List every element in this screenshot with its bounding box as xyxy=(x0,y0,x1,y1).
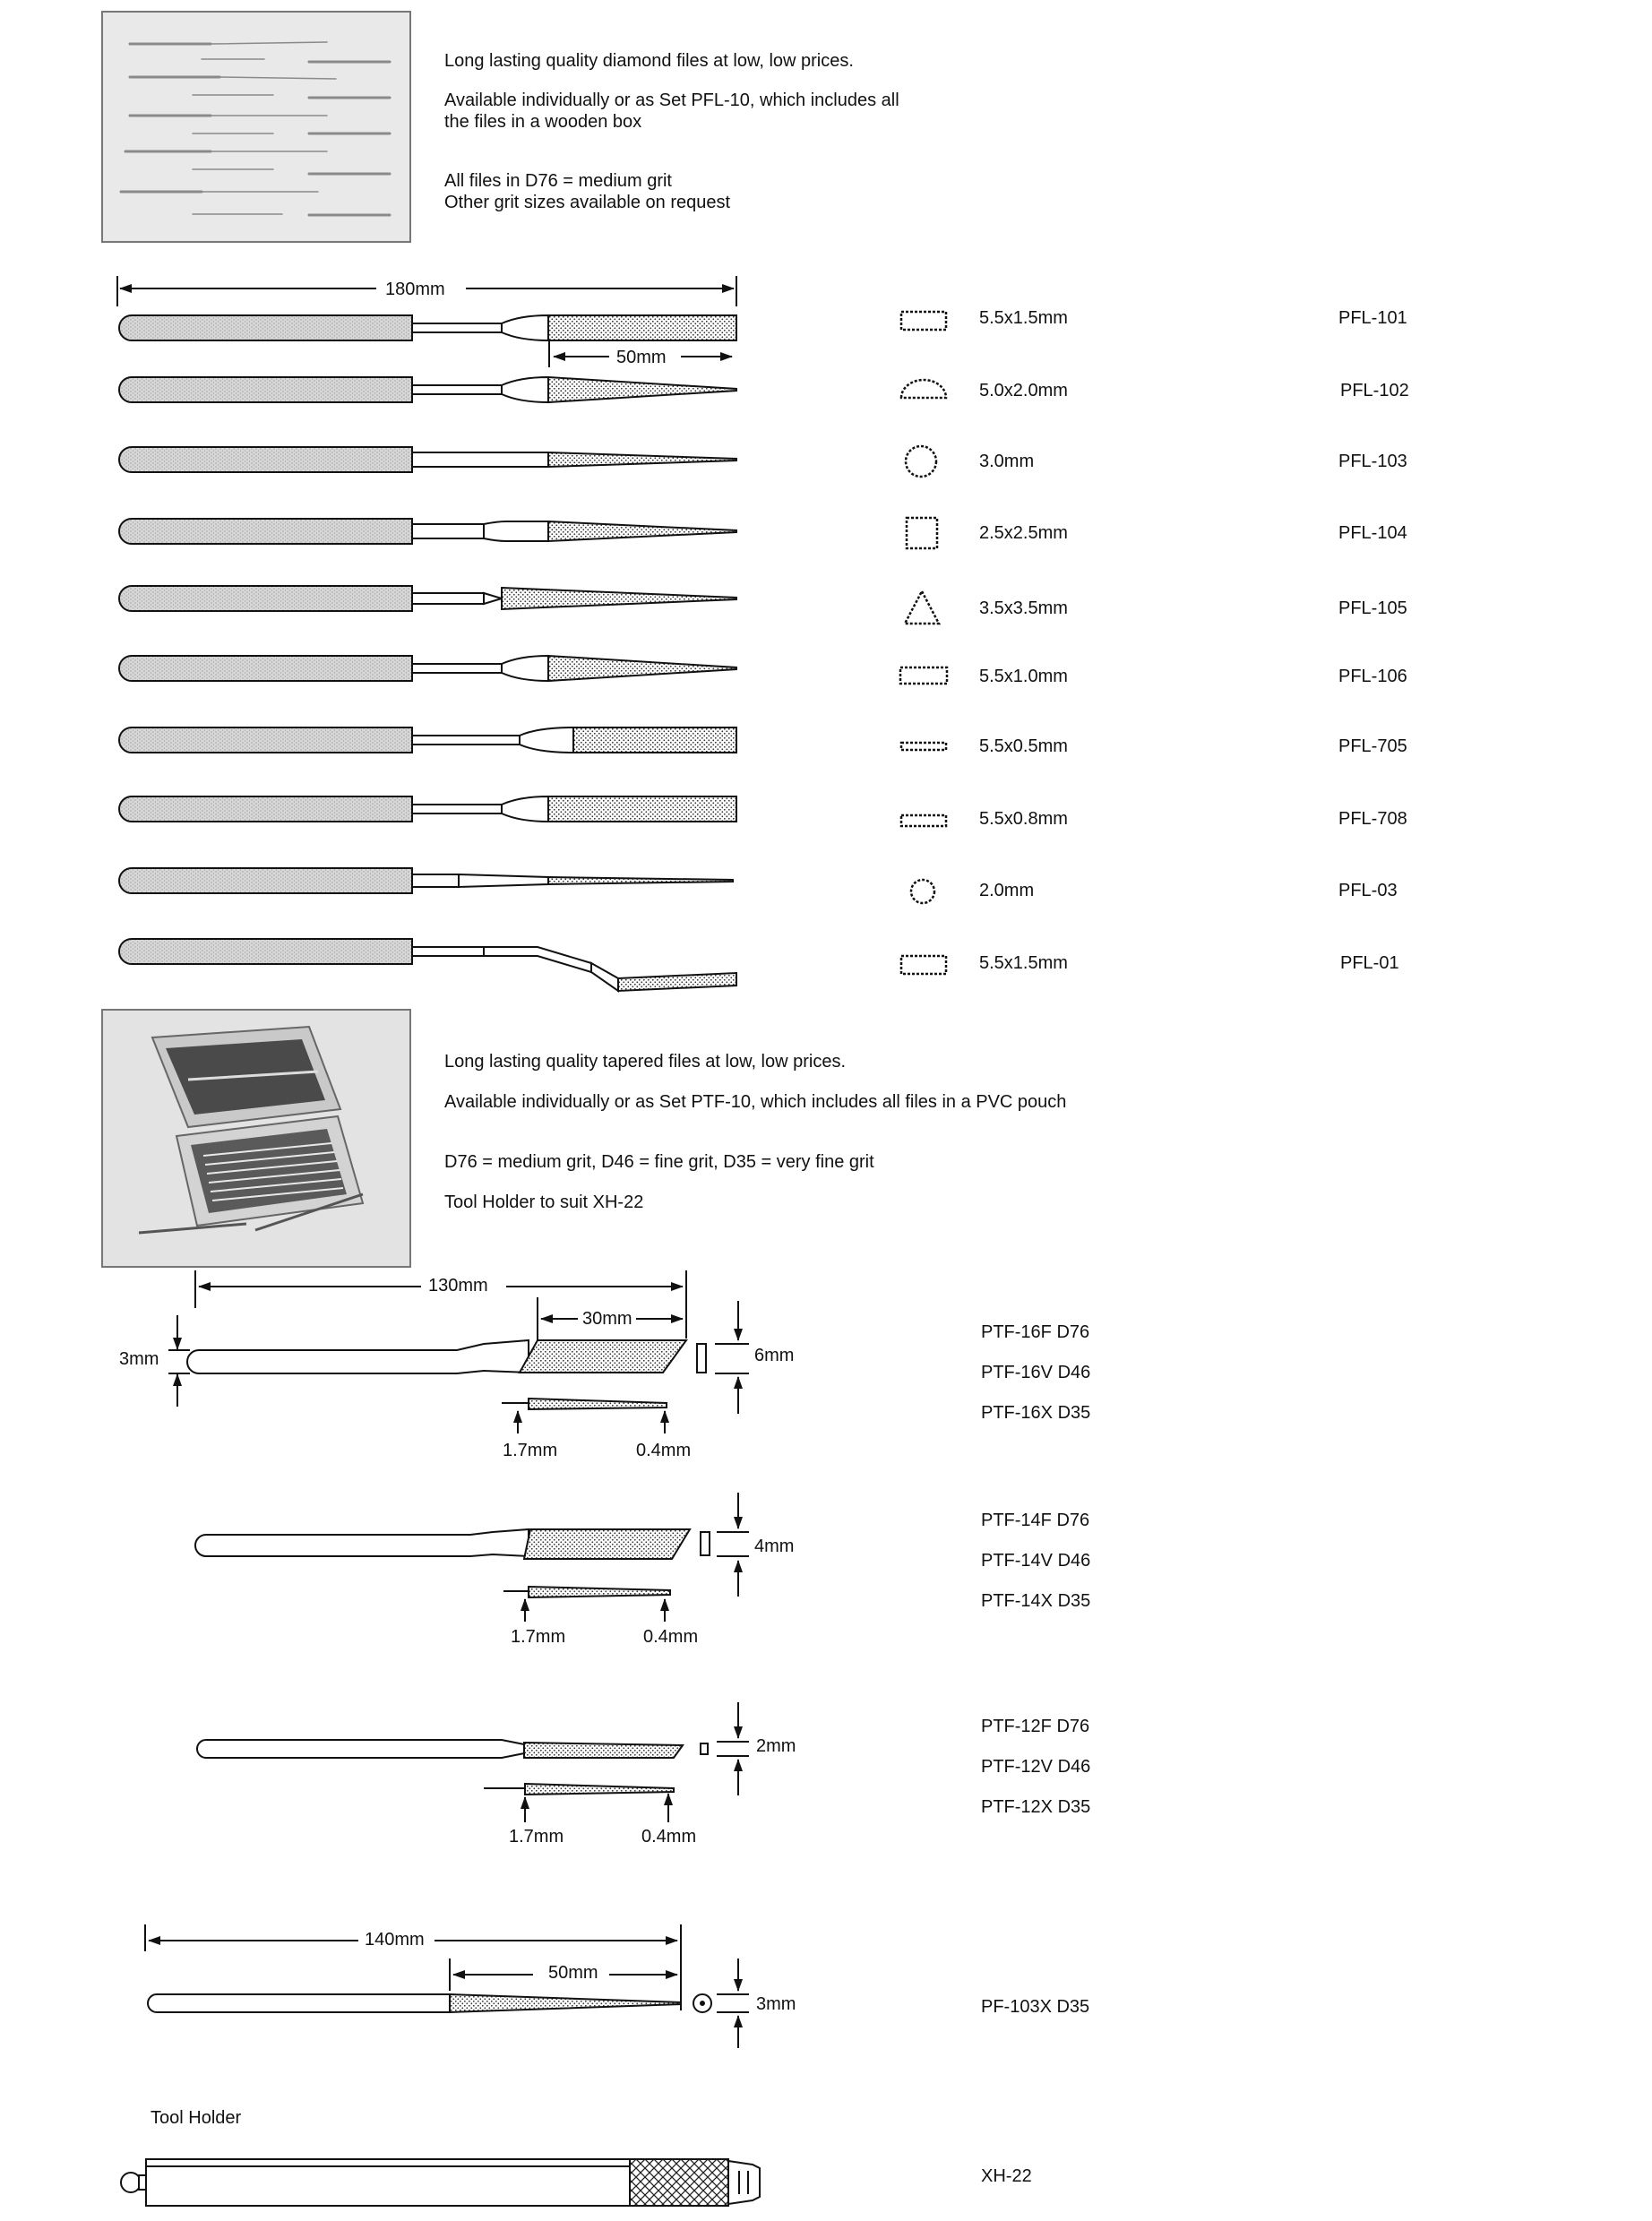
pfl-intro-line2a: Available individually or as Set PFL-10, which includes all xyxy=(444,90,899,110)
section-flat-thin-icon xyxy=(900,667,947,684)
pf103-drawing xyxy=(145,1924,749,2048)
ptf12-code-2: PTF-12V D46 xyxy=(981,1757,1091,1777)
ptf-intro-line1: Long lasting quality tapered files at low, low prices. xyxy=(444,1052,847,1072)
pfl-size-8: 5.5x0.8mm xyxy=(979,809,1068,829)
ptf16-code-1: PTF-16F D76 xyxy=(981,1322,1090,1342)
ptf16-code-2: PTF-16V D46 xyxy=(981,1363,1091,1382)
file-pfl-105 xyxy=(119,586,736,611)
ptf16-width: 6mm xyxy=(754,1346,795,1365)
ptf12-thick-b: 0.4mm xyxy=(641,1827,697,1847)
pfl-code-2: PFL-102 xyxy=(1340,381,1409,400)
pfl-code-1: PFL-101 xyxy=(1338,308,1407,328)
pfl-code-10: PFL-01 xyxy=(1340,953,1399,973)
diamond-files-photo xyxy=(101,11,411,243)
pfl-intro-line1: Long lasting quality diamond files at low, low prices. xyxy=(444,51,854,71)
pfl-size-5: 3.5x3.5mm xyxy=(979,598,1068,618)
section-square-icon xyxy=(907,518,937,548)
ptf14-drawing xyxy=(195,1493,749,1622)
section-flat-bent-icon xyxy=(901,956,946,974)
ptf-intro-line3: D76 = medium grit, D46 = fine grit, D35 = very fine grit xyxy=(444,1152,874,1172)
pfl-code-4: PFL-104 xyxy=(1338,523,1407,543)
pfl-code-9: PFL-03 xyxy=(1338,881,1398,900)
pfl-file-drawings xyxy=(117,276,736,991)
pfl-size-3: 3.0mm xyxy=(979,452,1035,471)
section-half-round-icon xyxy=(901,380,946,398)
ptf14-thick-b: 0.4mm xyxy=(643,1627,699,1647)
section-flat-icon xyxy=(901,312,946,330)
file-pfl-104 xyxy=(119,519,736,544)
section-small-round-icon xyxy=(911,880,934,903)
file-pfl-01 xyxy=(119,939,736,991)
pfl-size-4: 2.5x2.5mm xyxy=(979,523,1068,543)
pfl-tip-length: 50mm xyxy=(616,348,667,367)
file-pfl-705 xyxy=(119,727,736,753)
section-round-icon xyxy=(906,446,936,477)
ptf12-code-3: PTF-12X D35 xyxy=(981,1797,1091,1817)
pf103-dia: 3mm xyxy=(756,1994,796,2014)
pf103-tip: 50mm xyxy=(548,1963,598,1983)
section-slim-flat-icon xyxy=(901,815,946,826)
tapered-files-set-photo xyxy=(101,1009,411,1268)
tool-holder-drawing xyxy=(121,2159,760,2206)
file-pfl-106 xyxy=(119,656,736,681)
ptf-intro-line4: Tool Holder to suit XH-22 xyxy=(444,1192,644,1212)
ptf16-shank: 3mm xyxy=(119,1349,159,1369)
section-knife-icon xyxy=(901,743,946,750)
pfl-code-5: PFL-105 xyxy=(1338,598,1407,618)
ptf12-drawing xyxy=(197,1702,749,1822)
pf103-code: PF-103X D35 xyxy=(981,1997,1090,2017)
ptf16-tip: 30mm xyxy=(582,1309,632,1329)
pfl-size-1: 5.5x1.5mm xyxy=(979,308,1068,328)
file-pfl-708 xyxy=(119,796,736,822)
pfl-code-8: PFL-708 xyxy=(1338,809,1407,829)
pfl-size-6: 5.5x1.0mm xyxy=(979,667,1068,686)
ptf14-thick-a: 1.7mm xyxy=(511,1627,566,1647)
ptf16-thick-b: 0.4mm xyxy=(636,1441,692,1460)
file-pfl-101 xyxy=(119,315,736,340)
file-pfl-03 xyxy=(119,868,733,893)
ptf14-width: 4mm xyxy=(754,1537,795,1556)
pfl-intro-line2b: the files in a wooden box xyxy=(444,112,642,132)
ptf16-overall: 130mm xyxy=(428,1276,488,1296)
pfl-size-10: 5.5x1.5mm xyxy=(979,953,1068,973)
pfl-size-2: 5.0x2.0mm xyxy=(979,381,1068,400)
pfl-code-7: PFL-705 xyxy=(1338,736,1407,756)
pfl-code-3: PFL-103 xyxy=(1338,452,1407,471)
pfl-intro-line3b: Other grit sizes available on request xyxy=(444,193,731,212)
tool-holder-title: Tool Holder xyxy=(151,2108,242,2128)
pfl-intro-line3a: All files in D76 = medium grit xyxy=(444,171,672,191)
pfl-size-9: 2.0mm xyxy=(979,881,1035,900)
file-pfl-102 xyxy=(119,377,736,402)
section-triangle-icon xyxy=(905,591,939,624)
ptf14-code-2: PTF-14V D46 xyxy=(981,1551,1091,1571)
tool-holder-code: XH-22 xyxy=(981,2166,1032,2186)
ptf-intro xyxy=(444,1051,1066,1213)
pfl-size-7: 5.5x0.5mm xyxy=(979,736,1068,756)
ptf12-width: 2mm xyxy=(756,1736,796,1756)
pfl-overall-length: 180mm xyxy=(385,280,445,299)
file-pfl-103 xyxy=(119,447,736,472)
pf103-overall: 140mm xyxy=(365,1930,425,1950)
ptf12-thick-a: 1.7mm xyxy=(509,1827,564,1847)
ptf16-code-3: PTF-16X D35 xyxy=(981,1403,1091,1423)
ptf-intro-line2: Available individually or as Set PTF-10, which includes all files in a PVC pouch xyxy=(444,1092,1067,1112)
pfl-code-6: PFL-106 xyxy=(1338,667,1407,686)
ptf16-thick-a: 1.7mm xyxy=(503,1441,558,1460)
ptf14-code-3: PTF-14X D35 xyxy=(981,1591,1091,1611)
pfl-intro xyxy=(444,50,899,213)
ptf12-code-1: PTF-12F D76 xyxy=(981,1717,1090,1736)
cross-section-icons xyxy=(900,312,947,974)
ptf14-code-1: PTF-14F D76 xyxy=(981,1511,1090,1530)
